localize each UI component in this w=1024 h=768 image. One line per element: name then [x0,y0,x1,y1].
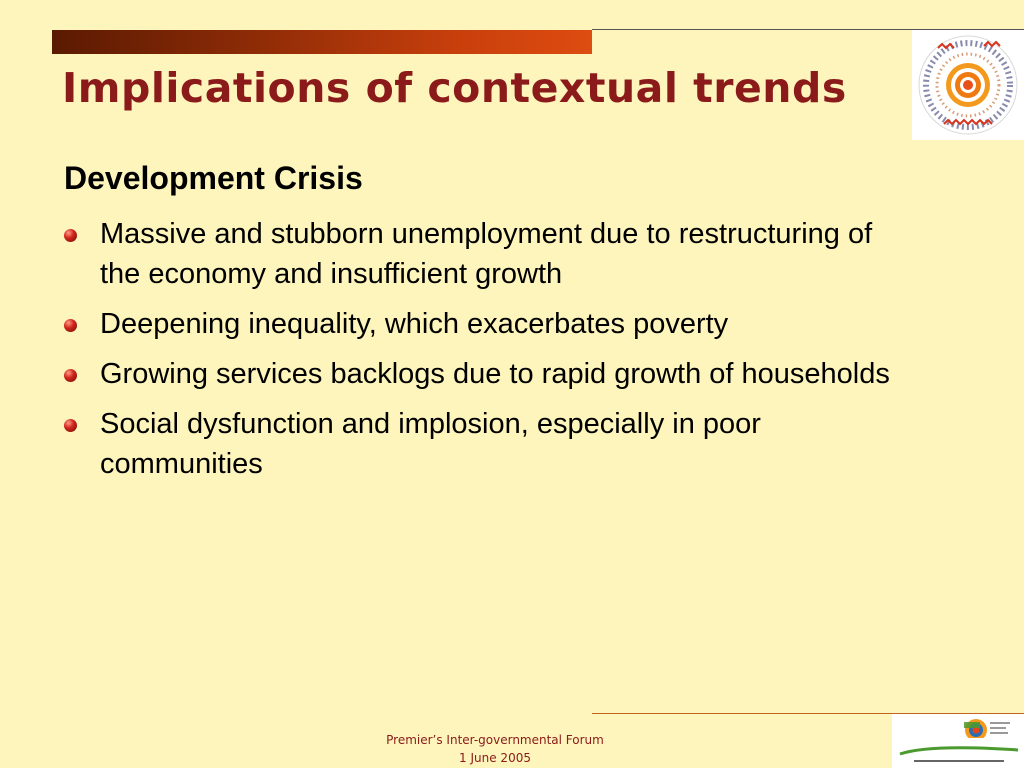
bullet-item [64,354,894,394]
bullet-text: Massive and stubborn unemployment due to restructuring of the economy and insufficient growth [100,218,873,290]
western-cape-logo [912,30,1024,140]
footer-date: 1 June 2005 [459,751,531,765]
bullet-item [64,214,894,294]
bullet-text: Deepening inequality, which exacerbates poverty [100,308,729,340]
ikapa-elihlumayo-logo [892,714,1024,768]
bullet-icon [64,229,77,242]
section-subtitle: Development Crisis [64,160,363,196]
footer [330,731,660,767]
bullet-item [64,304,894,344]
bullet-item [64,404,894,484]
bullet-icon [64,319,77,332]
bullet-text: Social dysfunction and implosion, especially in poor communities [100,408,761,480]
footer-event: Premier’s Inter-governmental Forum [386,733,604,747]
title-accent-bar [52,30,592,54]
slide-title: Implications of contextual trends [62,64,847,112]
bullet-icon [64,419,77,432]
bullet-text: Growing services backlogs due to rapid growth of households [100,358,890,390]
bullet-list [64,214,894,494]
bullet-icon [64,369,77,382]
